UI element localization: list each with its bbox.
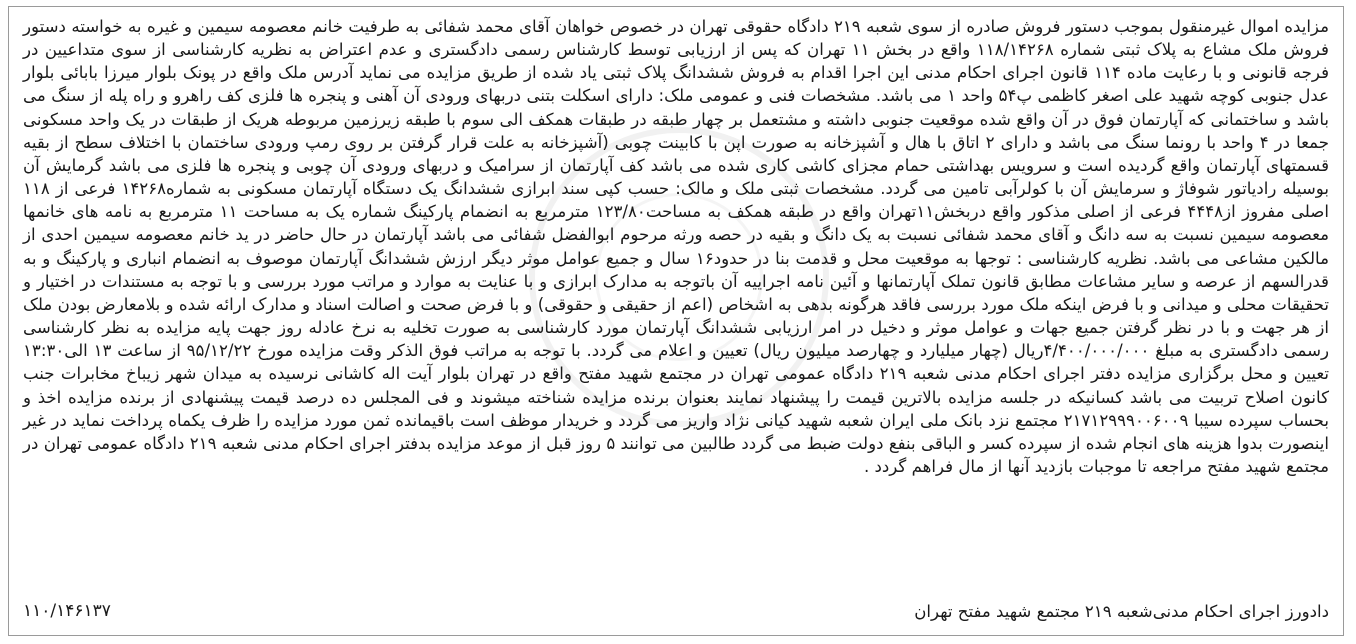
auction-notice — [8, 6, 1344, 636]
signature-line: دادورز اجرای احکام مدنی‌شعبه ۲۱۹ مجتمع شهید مفتح تهران — [914, 601, 1329, 621]
notice-footer — [23, 599, 1329, 623]
document-number: ۱۱۰/۱۴۶۱۳۷ — [23, 601, 111, 621]
notice-body-text: مزایده اموال غیرمنقول بموجب دستور فروش صادره از سوی شعبه ۲۱۹ دادگاه حقوقی تهران در خصوص خواهان آقای محمد شفائی به طرفیت خانم معصومه سیمین و غیره به خواسته دستور فروش ملک مشاع به پلاک ثبتی شماره ۱۱۸/۱۴۲۶۸ واقع در بخش ۱۱ تهران که پس از ارزیابی توسط کارشناس رسمی دادگستری و عدم اعتراض به نظریه کارشناسی از سوی متداعیین در فرجه قانونی و با رعایت ماده ۱۱۴ قانون اجرای احکام مدنی این اجرا اقدام به فروش ششدانگ پلاک ثبتی یاد شده از طریق مزایده می نماید آدرس ملک واقع در پونک بلوار میرزا بابائی بلوار عدل جنوبی کوچه شهید علی اصغر کاظمی پ۵۴ واحد ۱ می باشد. مشخصات فنی و عمومی ملک: دارای اسکلت بتنی دربهای ورودی آن آهنی و پنجره ها فلزی کف راهرو و راه پله از سنگ می باشد و ساختمانی که آپارتمان فوق در آن واقع شده موقعیت جنوبی داشته و مشتعمل بر چهار طبقه در طبقات همکف الی سوم با طبقه زیرزمین مربوطه هریک از طبقات در یک واحد مسکونی جمعا در ۴ واحد با رونما سنگ می باشد و دارای ۲ اتاق با هال و آشپزخانه به صورت اپن با کابینت چوبی (آشپزخانه به علت قرار گرفتن بر روی رمپ ورودی ساختمان با اختلاف سطح از بقیه قسمتهای آپارتمان واقع گردیده است و سرویس بهداشتی حمام مجزای کاشی کاری شده می باشد کف آپارتمان از سرامیک و دربهای ورودی آن چوبی و پنجره ها فلزی می باشد گرمایش آن بوسیله رادیاتور شوفاژ و سرمایش آن با کولرآبی تامین می گردد. مشخصات ثبتی ملک و مالک: حسب کپی سند ابرازی ششدانگ یک دستگاه آپارتمان مسکونی به شماره۱۴۲۶۸ فرعی از ۱۱۸ اصلی مفروز از۴۴۴۸ فرعی از اصلی مذکور واقع دربخش۱۱تهران واقع در طبقه همکف به مساحت۱۲۳/۸۰ مترمربع به انضمام پارکینگ شماره یک به مساحت ۱۱ مترمربع به نامه های خانمها معصومه سیمین نسبت به سه دانگ و آقای محمد شفائی نسبت به یک دانگ و بقیه در حصه ورثه مرحوم ابوالفضل شفائی می باشد آپارتمان در حال حاضر در ید خانم معصومه سیمین احدی از مالکین مشاعی می باشد. نظریه کارشناسی : توجها به موقعیت محل و قدمت بنا در حدود۱۶ سال و جمیع عوامل موثر دیگر ارزش ششدانگ آپارتمان موصوف به انضمام انباری و پارکینگ و به قدرالسهم از عرصه و سایر مشاعات مطابق قانون تملک آپارتمانها و آئین نامه اجراییه آن باتوجه به مدارک ابرازی و با عنایت به موارد و مراتب مورد بررسی و با توجه به مستندات در اختیار و تحقیقات محلی و میدانی و با فرض اینکه ملک مورد بررسی فاقد هرگونه بدهی به اشخاص (اعم از حقیقی و حقوقی) و با فرض صحت و اصالت اسناد و مدارک ارائه شده و بلامعارض بودن ملک از هر جهت و با در نظر گرفتن جمیع جهات و عوامل موثر و دخیل در امر ارزیابی ششدانگ آپارتمان مورد کارشناسی به صورت تخلیه به نرخ عادله روز جهت پایه مزایده به نظر کارشناسی رسمی دادگستری به مبلغ ۴/۴۰۰/۰۰۰/۰۰۰ریال (چهار میلیارد و چهارصد میلیون ریال) تعیین و اعلام می گردد. با توجه به مراتب فوق الذکر وقت مزایده مورخ ۹۵/۱۲/۲۲ از ساعت ۱۳ الی۱۳:۳۰ تعیین و محل برگزاری مزایده دفتر اجرای احکام مدنی شعبه ۲۱۹ دادگاه عمومی تهران در مجتمع شهید مفتح واقع در تهران بلوار آیت اله کاشانی نرسیده به میدان شهر زیباخ مخابرات جنب کانون اصلاح تربیت می باشد کسانیکه در جلسه مزایده بالاترین قیمت را پیشنهاد نمایند بعنوان برنده مزایده شناخته میشوند و فی المجلس ده درصد قیمت پیشنهادی از برنده مزایده اخذ و بحساب سپرده سیبا ۲۱۷۱۲۹۹۹۰۰۶۰۰۹ مجتمع نزد بانک ملی ایران شعبه شهید کیانی نژاد واریز می گردد و خریدار موظف است باقیمانده ثمن مورد مزایده را ظرف یکماه پرداخت نماید در غیر اینصورت بدوا هزینه های انجام شده از سپرده کسر و الباقی بنفع دولت ضبط می گردد طالبین می توانند ۵ روز قبل از موعد مزایده بدفتر اجرای احکام مدنی شعبه ۲۱۹ دادگاه عمومی تهران در مجتمع شهید مفتح مراجعه تا موجبات بازدید آنها از مال فراهم گردد . — [23, 17, 1330, 476]
